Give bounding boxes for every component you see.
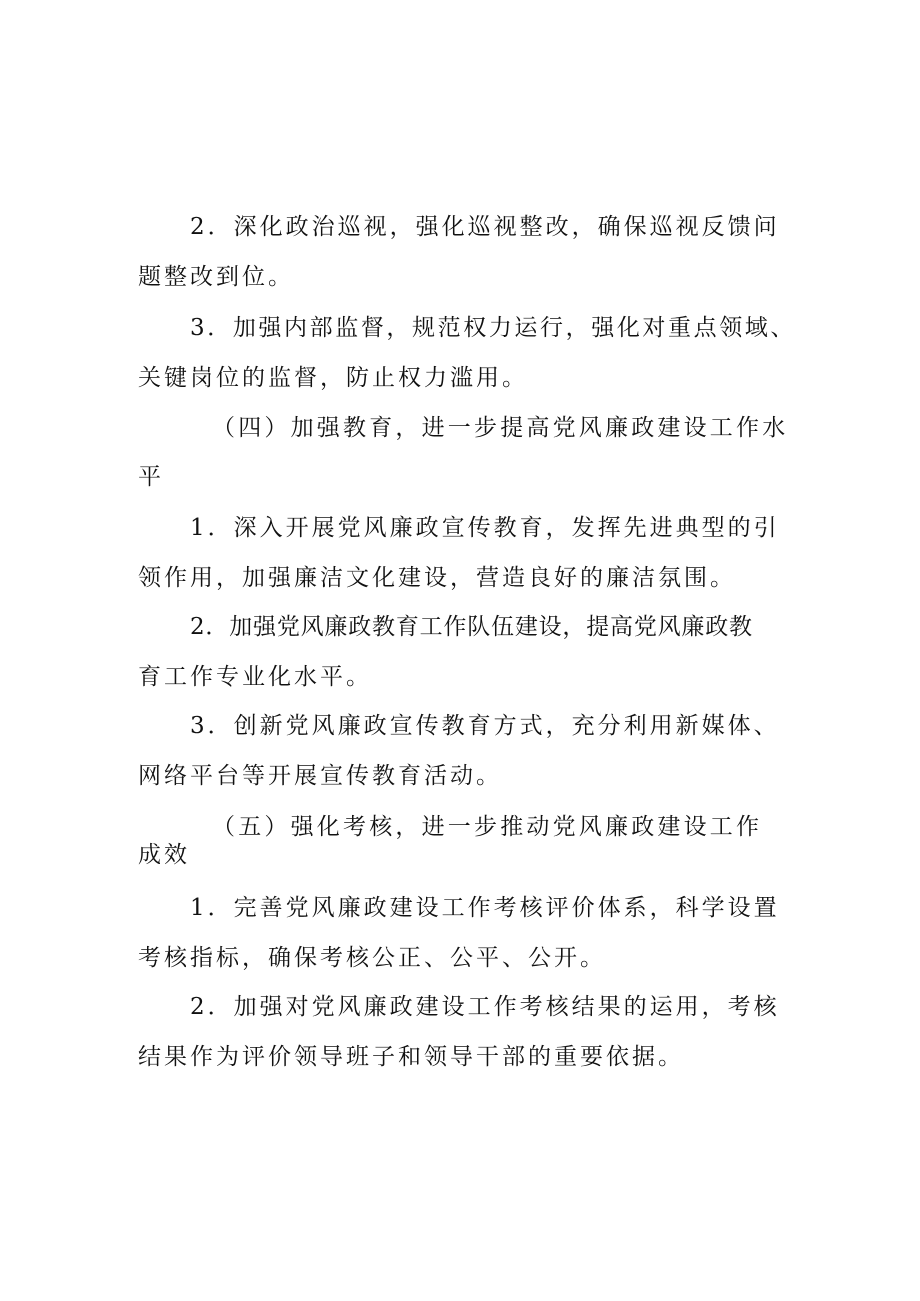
section-5-heading-line-1: （五）强化考核，进一步推动党风廉政建设工作 bbox=[212, 814, 763, 840]
section-5-item-1-line-2: 考核指标，确保考核公正、公平、公开。 bbox=[138, 945, 606, 971]
section-4-item-3-line-2: 网络平台等开展宣传教育活动。 bbox=[138, 763, 502, 789]
section-5-item-2-line-1: 2．加强对党风廉政建设工作考核结果的运用，考核 bbox=[190, 994, 780, 1020]
section-5-heading-line-2: 成效 bbox=[138, 842, 190, 868]
section-4-heading-line-1: （四）加强教育，进一步提高党风廉政建设工作水 bbox=[212, 415, 789, 441]
paragraph-2-line-2: 题整改到位。 bbox=[138, 264, 294, 290]
section-4-heading-line-2: 平 bbox=[138, 464, 164, 490]
section-4-item-1-line-1: 1．深入开展党风廉政宣传教育，发挥先进典型的引 bbox=[190, 515, 780, 541]
section-4-item-2-line-1: 2．加强党风廉政教育工作队伍建设，提高党风廉政教 bbox=[190, 614, 753, 640]
section-5-item-1-line-1: 1．完善党风廉政建设工作考核评价体系，科学设置 bbox=[190, 895, 780, 921]
paragraph-3-line-1: 3．加强内部监督，规范权力运行，强化对重点领域、 bbox=[190, 315, 797, 341]
section-4-item-2-line-2: 育工作专业化水平。 bbox=[138, 664, 372, 690]
section-5-item-2-line-2: 结果作为评价领导班子和领导干部的重要依据。 bbox=[138, 1044, 684, 1070]
section-4-item-1-line-2: 领作用，加强廉洁文化建设，营造良好的廉洁氛围。 bbox=[138, 565, 736, 591]
paragraph-3-line-2: 关键岗位的监督，防止权力滥用。 bbox=[138, 365, 528, 391]
paragraph-2-line-1: 2．深化政治巡视，强化巡视整改，确保巡视反馈问 bbox=[190, 214, 780, 240]
section-4-item-3-line-1: 3．创新党风廉政宣传教育方式，充分利用新媒体、 bbox=[190, 713, 780, 739]
